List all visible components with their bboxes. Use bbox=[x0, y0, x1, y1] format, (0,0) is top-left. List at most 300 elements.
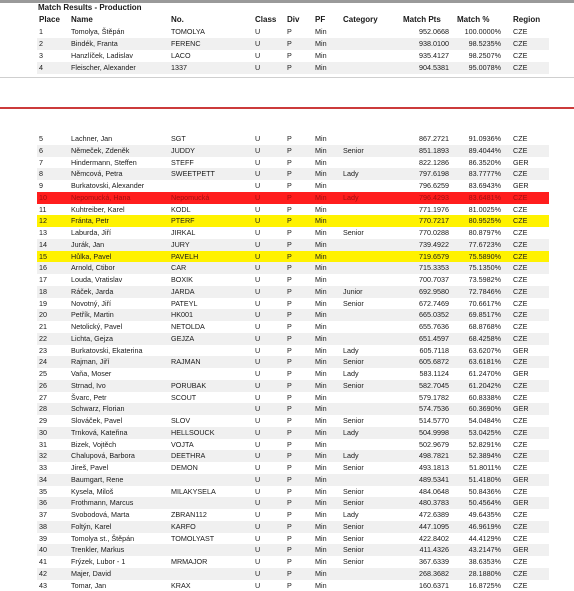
class-cell: U bbox=[255, 251, 261, 261]
table-row bbox=[37, 26, 549, 38]
name-cell: Netolický, Pavel bbox=[71, 322, 123, 331]
number-cell: CAR bbox=[171, 263, 187, 273]
place-cell: 28 bbox=[39, 404, 47, 414]
division-cell: P bbox=[287, 557, 292, 566]
match-pts-cell: 582.7045 bbox=[419, 380, 449, 390]
region-cell: CZE bbox=[513, 145, 528, 155]
match-pts-cell: 796.6259 bbox=[419, 181, 449, 190]
region-cell: CZE bbox=[513, 27, 528, 36]
name-cell: Fleischer, Alexander bbox=[71, 63, 136, 72]
place-cell: 18 bbox=[39, 286, 47, 296]
division-cell: P bbox=[287, 357, 292, 367]
class-cell: U bbox=[255, 239, 261, 249]
number-cell: DEMON bbox=[171, 463, 198, 472]
header-pf: PF bbox=[315, 15, 326, 24]
class-cell: U bbox=[255, 404, 261, 414]
place-cell: 23 bbox=[39, 345, 47, 355]
division-cell: P bbox=[287, 474, 292, 484]
place-cell: 1 bbox=[39, 27, 43, 36]
match-pct-cell: 100.0000% bbox=[464, 27, 501, 36]
match-pct-cell: 16.8725% bbox=[468, 580, 501, 590]
name-cell: Jireš, Pavel bbox=[71, 463, 109, 472]
match-pct-cell: 46.9619% bbox=[468, 521, 501, 531]
number-cell: NETOLDA bbox=[171, 322, 205, 331]
number-cell: STEFF bbox=[171, 157, 194, 167]
division-cell: P bbox=[287, 27, 292, 36]
match-pct-cell: 98.5235% bbox=[468, 39, 501, 48]
pf-cell: Min bbox=[315, 498, 327, 508]
region-cell: CZE bbox=[513, 392, 528, 402]
pf-cell: Min bbox=[315, 521, 327, 531]
match-pts-cell: 797.6198 bbox=[419, 169, 449, 179]
pf-cell: Min bbox=[315, 568, 327, 578]
place-cell: 10 bbox=[39, 192, 47, 202]
region-cell: CZE bbox=[513, 427, 528, 437]
name-cell: Rajman, Jiří bbox=[71, 357, 110, 367]
pf-cell: Min bbox=[315, 63, 327, 72]
name-cell: Nepomucká, Hana bbox=[71, 192, 131, 202]
pf-cell: Min bbox=[315, 545, 327, 555]
place-cell: 7 bbox=[39, 157, 43, 167]
match-pct-cell: 63.6181% bbox=[468, 357, 501, 367]
table-row bbox=[37, 251, 549, 263]
header-div: Div bbox=[287, 15, 300, 24]
region-cell: CZE bbox=[513, 463, 528, 472]
table-row bbox=[37, 157, 549, 169]
region-cell: CZE bbox=[513, 486, 528, 496]
place-cell: 8 bbox=[39, 169, 43, 179]
division-cell: P bbox=[287, 451, 292, 461]
match-pct-cell: 68.8768% bbox=[468, 322, 501, 331]
page-title: Match Results - Production bbox=[38, 3, 142, 12]
number-cell: PAVELH bbox=[171, 251, 199, 261]
place-cell: 16 bbox=[39, 263, 47, 273]
match-pts-cell: 367.6339 bbox=[419, 557, 449, 566]
match-pct-cell: 95.0078% bbox=[468, 63, 501, 72]
class-cell: U bbox=[255, 521, 261, 531]
region-cell: CZE bbox=[513, 521, 528, 531]
category-cell: Senior bbox=[343, 145, 364, 155]
class-cell: U bbox=[255, 39, 261, 48]
pf-cell: Min bbox=[315, 357, 327, 367]
match-pct-cell: 49.6435% bbox=[468, 510, 501, 519]
category-cell: Senior bbox=[343, 380, 364, 390]
name-cell: Hůlka, Pavel bbox=[71, 251, 112, 261]
match-pct-cell: 80.8797% bbox=[468, 228, 501, 237]
number-cell: Nepomucká bbox=[171, 192, 210, 202]
number-cell: SCOUT bbox=[171, 392, 197, 402]
header-region: Region bbox=[513, 15, 541, 24]
table-row bbox=[37, 544, 549, 556]
region-cell: CZE bbox=[513, 416, 528, 425]
category-cell: Senior bbox=[343, 498, 364, 508]
match-pct-cell: 63.6207% bbox=[468, 345, 501, 355]
division-cell: P bbox=[287, 263, 292, 273]
place-cell: 3 bbox=[39, 51, 43, 60]
match-pts-cell: 651.4597 bbox=[419, 333, 449, 343]
category-cell: Senior bbox=[343, 533, 364, 543]
table-row bbox=[37, 450, 549, 462]
table-row bbox=[37, 145, 549, 157]
number-cell: KRAX bbox=[171, 580, 191, 590]
name-cell: Švarc, Petr bbox=[71, 392, 107, 402]
table-row bbox=[37, 427, 549, 439]
class-cell: U bbox=[255, 533, 261, 543]
table-row bbox=[37, 215, 549, 227]
match-pct-cell: 60.8338% bbox=[468, 392, 501, 402]
table-row bbox=[37, 521, 549, 533]
class-cell: U bbox=[255, 580, 261, 590]
region-cell: CZE bbox=[513, 580, 528, 590]
header-class: Class bbox=[255, 15, 277, 24]
match-pct-cell: 83.6943% bbox=[468, 181, 501, 190]
table-row bbox=[37, 568, 549, 580]
division-cell: P bbox=[287, 463, 292, 472]
name-cell: Chalupová, Barbora bbox=[71, 451, 135, 461]
pf-cell: Min bbox=[315, 486, 327, 496]
match-pts-cell: 700.7037 bbox=[419, 275, 449, 284]
region-cell: CZE bbox=[513, 451, 528, 461]
pf-cell: Min bbox=[315, 533, 327, 543]
place-cell: 15 bbox=[39, 251, 47, 261]
class-cell: U bbox=[255, 557, 261, 566]
name-cell: Kuhtreiber, Karel bbox=[71, 204, 125, 214]
class-cell: U bbox=[255, 286, 261, 296]
number-cell: HELLSOUCK bbox=[171, 427, 215, 437]
pf-cell: Min bbox=[315, 345, 327, 355]
table-row bbox=[37, 497, 549, 509]
division-cell: P bbox=[287, 545, 292, 555]
name-cell: Vaňa, Moser bbox=[71, 369, 112, 378]
number-cell: RAJMAN bbox=[171, 357, 201, 367]
number-cell: JARDA bbox=[171, 286, 195, 296]
class-cell: U bbox=[255, 463, 261, 472]
table-row bbox=[37, 192, 549, 204]
name-cell: Trnková, Kateřina bbox=[71, 427, 128, 437]
match-pct-cell: 51.8011% bbox=[469, 463, 501, 472]
pf-cell: Min bbox=[315, 134, 327, 143]
class-cell: U bbox=[255, 510, 261, 519]
region-cell: CZE bbox=[513, 322, 528, 331]
match-pct-cell: 53.0425% bbox=[468, 427, 501, 437]
match-pct-cell: 54.0484% bbox=[468, 416, 501, 425]
number-cell: JIRKAL bbox=[171, 228, 196, 237]
region-cell: GER bbox=[513, 545, 529, 555]
name-cell: Schwarz, Florian bbox=[71, 404, 125, 414]
category-cell: Senior bbox=[343, 557, 364, 566]
header-match-pts: Match Pts bbox=[403, 15, 441, 24]
region-cell: GER bbox=[513, 157, 529, 167]
division-cell: P bbox=[287, 169, 292, 179]
division-cell: P bbox=[287, 310, 292, 320]
class-cell: U bbox=[255, 181, 261, 190]
region-cell: CZE bbox=[513, 568, 528, 578]
place-cell: 29 bbox=[39, 416, 47, 425]
class-cell: U bbox=[255, 310, 261, 320]
number-cell: TOMOLYA bbox=[171, 27, 205, 36]
place-cell: 33 bbox=[39, 463, 47, 472]
class-cell: U bbox=[255, 568, 261, 578]
name-cell: Kysela, Miloš bbox=[71, 486, 114, 496]
region-cell: GER bbox=[513, 474, 529, 484]
class-cell: U bbox=[255, 63, 261, 72]
class-cell: U bbox=[255, 474, 261, 484]
name-cell: Tomolya, Štěpán bbox=[71, 27, 125, 36]
number-cell: ZBRAN112 bbox=[171, 510, 207, 519]
header-match-pct: Match % bbox=[457, 15, 490, 24]
region-cell: CZE bbox=[513, 39, 528, 48]
class-cell: U bbox=[255, 216, 261, 226]
place-cell: 5 bbox=[39, 134, 43, 143]
match-pts-cell: 665.0352 bbox=[419, 310, 449, 320]
region-cell: CZE bbox=[513, 298, 528, 308]
table-row bbox=[37, 580, 549, 591]
pf-cell: Min bbox=[315, 463, 327, 472]
match-pct-cell: 50.4564% bbox=[468, 498, 501, 508]
class-cell: U bbox=[255, 157, 261, 167]
pf-cell: Min bbox=[315, 216, 327, 226]
match-pts-cell: 739.4922 bbox=[419, 239, 449, 249]
pf-cell: Min bbox=[315, 239, 327, 249]
number-cell: PATEYL bbox=[171, 298, 198, 308]
number-cell: TOMOLYAST bbox=[171, 533, 215, 543]
region-cell: CZE bbox=[513, 275, 528, 284]
match-pts-cell: 672.7469 bbox=[419, 298, 449, 308]
match-pts-cell: 504.9998 bbox=[419, 427, 449, 437]
name-cell: Tomolya st., Štěpán bbox=[71, 533, 135, 543]
pf-cell: Min bbox=[315, 145, 327, 155]
number-cell: KARFO bbox=[171, 521, 196, 531]
match-pts-cell: 489.5341 bbox=[419, 474, 449, 484]
match-pct-cell: 44.4129% bbox=[468, 533, 501, 543]
pf-cell: Min bbox=[315, 557, 327, 566]
region-cell: CZE bbox=[513, 169, 528, 179]
division-cell: P bbox=[287, 533, 292, 543]
match-pts-cell: 952.0668 bbox=[419, 27, 449, 36]
division-cell: P bbox=[287, 204, 292, 214]
match-pct-cell: 83.6481% bbox=[468, 192, 501, 202]
class-cell: U bbox=[255, 451, 261, 461]
name-cell: Louda, Vratislav bbox=[71, 275, 123, 284]
table-row bbox=[37, 180, 549, 192]
place-cell: 36 bbox=[39, 498, 47, 508]
name-cell: Frothmann, Marcus bbox=[71, 498, 134, 508]
name-cell: Burkatovski, Ekaterina bbox=[71, 345, 143, 355]
region-cell: GER bbox=[513, 181, 529, 190]
place-cell: 30 bbox=[39, 427, 47, 437]
table-row bbox=[37, 50, 549, 62]
division-cell: P bbox=[287, 380, 292, 390]
region-cell: GER bbox=[513, 345, 529, 355]
match-pts-cell: 574.7536 bbox=[419, 404, 449, 414]
table-row bbox=[37, 368, 549, 380]
name-cell: Lichta, Gejza bbox=[71, 333, 113, 343]
match-pts-cell: 484.0648 bbox=[419, 486, 449, 496]
number-cell: SGT bbox=[171, 134, 186, 143]
name-cell: Ráček, Jarda bbox=[71, 286, 114, 296]
class-cell: U bbox=[255, 392, 261, 402]
name-cell: Bizek, Vojtěch bbox=[71, 439, 117, 449]
division-cell: P bbox=[287, 392, 292, 402]
place-cell: 19 bbox=[39, 298, 47, 308]
class-cell: U bbox=[255, 228, 261, 237]
category-cell: Lady bbox=[343, 169, 359, 179]
name-cell: Foltýn, Karel bbox=[71, 521, 112, 531]
table-row bbox=[37, 133, 549, 145]
category-cell: Senior bbox=[343, 357, 364, 367]
division-cell: P bbox=[287, 580, 292, 590]
match-pts-cell: 655.7636 bbox=[419, 322, 449, 331]
division-cell: P bbox=[287, 157, 292, 167]
match-pts-cell: 498.7821 bbox=[419, 451, 449, 461]
name-cell: Frýzek, Lubor - 1 bbox=[71, 557, 126, 566]
class-cell: U bbox=[255, 27, 261, 36]
place-cell: 34 bbox=[39, 474, 47, 484]
name-cell: Novotný, Jiří bbox=[71, 298, 111, 308]
match-pct-cell: 68.4258% bbox=[468, 333, 501, 343]
number-cell: LACO bbox=[171, 51, 191, 60]
place-cell: 27 bbox=[39, 392, 47, 402]
category-cell: Senior bbox=[343, 545, 364, 555]
table-row bbox=[37, 415, 549, 427]
region-cell: CZE bbox=[513, 228, 528, 237]
division-cell: P bbox=[287, 275, 292, 284]
pf-cell: Min bbox=[315, 451, 327, 461]
division-cell: P bbox=[287, 404, 292, 414]
class-cell: U bbox=[255, 427, 261, 437]
region-cell: CZE bbox=[513, 510, 528, 519]
table-row bbox=[37, 309, 549, 321]
region-cell: CZE bbox=[513, 263, 528, 273]
match-pts-cell: 422.8402 bbox=[419, 533, 449, 543]
pf-cell: Min bbox=[315, 275, 327, 284]
match-pts-cell: 160.6371 bbox=[419, 580, 449, 590]
class-cell: U bbox=[255, 545, 261, 555]
table-row bbox=[37, 286, 549, 298]
name-cell: Bindék, Franta bbox=[71, 39, 118, 48]
pf-cell: Min bbox=[315, 404, 327, 414]
class-cell: U bbox=[255, 439, 261, 449]
name-cell: Baumgart, Rene bbox=[71, 474, 124, 484]
match-pct-cell: 73.5982% bbox=[468, 275, 501, 284]
region-cell: CZE bbox=[513, 216, 528, 226]
class-cell: U bbox=[255, 416, 261, 425]
name-cell: Laburda, Jiří bbox=[71, 228, 111, 237]
class-cell: U bbox=[255, 345, 261, 355]
table-row bbox=[37, 509, 549, 521]
match-pct-cell: 61.2470% bbox=[468, 369, 501, 378]
category-cell: Senior bbox=[343, 298, 364, 308]
pf-cell: Min bbox=[315, 439, 327, 449]
number-cell: SLOV bbox=[171, 416, 191, 425]
table-row bbox=[37, 380, 549, 392]
pf-cell: Min bbox=[315, 51, 327, 60]
pf-cell: Min bbox=[315, 39, 327, 48]
match-pts-cell: 715.3353 bbox=[419, 263, 449, 273]
division-cell: P bbox=[287, 39, 292, 48]
place-cell: 2 bbox=[39, 39, 43, 48]
region-cell: CZE bbox=[513, 533, 528, 543]
place-cell: 40 bbox=[39, 545, 47, 555]
division-cell: P bbox=[287, 369, 292, 378]
class-cell: U bbox=[255, 333, 261, 343]
pf-cell: Min bbox=[315, 181, 327, 190]
table-row bbox=[37, 62, 549, 74]
name-cell: Jurák, Jan bbox=[71, 239, 105, 249]
place-cell: 37 bbox=[39, 510, 47, 519]
number-cell: 1337 bbox=[171, 63, 187, 72]
pf-cell: Min bbox=[315, 310, 327, 320]
division-cell: P bbox=[287, 521, 292, 531]
number-cell: PTERF bbox=[171, 216, 195, 226]
number-cell: BOXIK bbox=[171, 275, 193, 284]
division-cell: P bbox=[287, 486, 292, 496]
division-cell: P bbox=[287, 568, 292, 578]
match-pts-cell: 411.4326 bbox=[419, 545, 449, 555]
region-cell: CZE bbox=[513, 251, 528, 261]
number-cell: GEJZA bbox=[171, 333, 195, 343]
class-cell: U bbox=[255, 51, 261, 60]
class-cell: U bbox=[255, 145, 261, 155]
pf-cell: Min bbox=[315, 322, 327, 331]
number-cell: MILAKYSELA bbox=[171, 486, 216, 496]
match-pts-cell: 514.5770 bbox=[419, 416, 449, 425]
match-pts-cell: 268.3682 bbox=[419, 568, 449, 578]
match-pct-cell: 77.6723% bbox=[468, 239, 501, 249]
region-cell: CZE bbox=[513, 439, 528, 449]
match-pct-cell: 89.4044% bbox=[468, 145, 501, 155]
category-cell: Lady bbox=[343, 451, 359, 461]
pf-cell: Min bbox=[315, 204, 327, 214]
division-cell: P bbox=[287, 216, 292, 226]
match-pts-cell: 605.6872 bbox=[419, 357, 449, 367]
name-cell: Strnad, Ivo bbox=[71, 380, 106, 390]
match-pts-cell: 579.1782 bbox=[419, 392, 449, 402]
division-cell: P bbox=[287, 239, 292, 249]
pf-cell: Min bbox=[315, 416, 327, 425]
division-cell: P bbox=[287, 145, 292, 155]
match-pct-cell: 83.7777% bbox=[468, 169, 501, 179]
number-cell: FERENC bbox=[171, 39, 201, 48]
category-cell: Senior bbox=[343, 228, 364, 237]
match-pts-cell: 583.1124 bbox=[419, 369, 449, 378]
category-cell: Lady bbox=[343, 427, 359, 437]
match-pts-cell: 447.1095 bbox=[419, 521, 449, 531]
table-row bbox=[37, 533, 549, 545]
pf-cell: Min bbox=[315, 580, 327, 590]
place-cell: 31 bbox=[39, 439, 47, 449]
page-break-divider bbox=[0, 107, 574, 109]
region-cell: CZE bbox=[513, 557, 528, 566]
class-cell: U bbox=[255, 369, 261, 378]
match-pts-cell: 867.2721 bbox=[419, 134, 449, 143]
place-cell: 41 bbox=[39, 557, 47, 566]
class-cell: U bbox=[255, 192, 261, 202]
match-pct-cell: 51.4180% bbox=[468, 474, 501, 484]
header-no: No. bbox=[171, 15, 184, 24]
pf-cell: Min bbox=[315, 286, 327, 296]
division-cell: P bbox=[287, 286, 292, 296]
number-cell: JUDDY bbox=[171, 145, 195, 155]
table-row bbox=[37, 298, 549, 310]
match-pts-cell: 480.3783 bbox=[419, 498, 449, 508]
header-category: Category bbox=[343, 15, 378, 24]
place-cell: 38 bbox=[39, 521, 47, 531]
pf-cell: Min bbox=[315, 380, 327, 390]
table-row bbox=[37, 274, 549, 286]
match-pts-cell: 605.7118 bbox=[419, 345, 449, 355]
header-place: Place bbox=[39, 15, 60, 24]
